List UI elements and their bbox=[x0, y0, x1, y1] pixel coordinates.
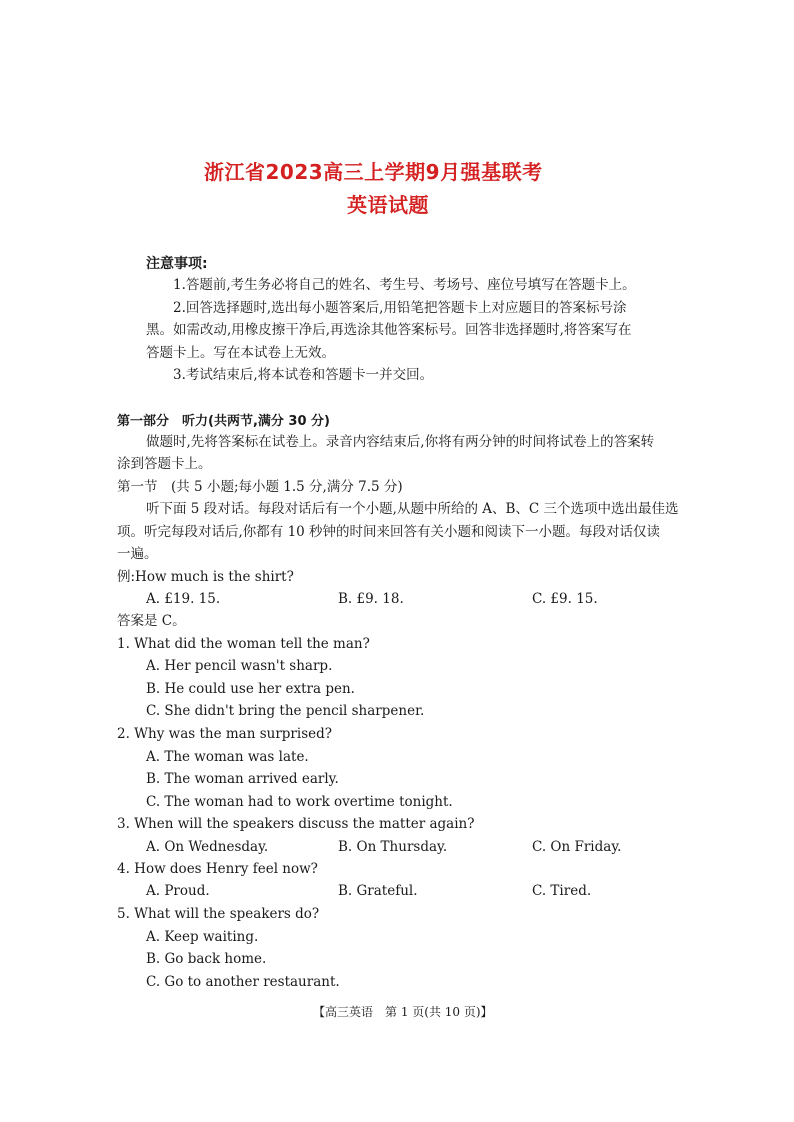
question-2-option-b: B. The woman arrived early. bbox=[146, 771, 339, 787]
question-1-option-b: B. He could use her extra pen. bbox=[146, 681, 355, 697]
notice-item-2-line-1: 2.回答选择题时,选出每小题答案后,用铅笔把答题卡上对应题目的答案标号涂 bbox=[173, 300, 627, 316]
question-3-option-b: B. On Thursday. bbox=[338, 839, 448, 855]
notice-item-2-line-2: 黑。如需改动,用橡皮擦干净后,再选涂其他答案标号。回答非选择题时,将答案写在 bbox=[146, 322, 632, 338]
question-5-option-a: A. Keep waiting. bbox=[146, 929, 259, 945]
question-2-option-c: C. The woman had to work overtime tonight. bbox=[146, 794, 453, 810]
part1-heading: 第一部分 听力(共两节,满分 30 分) bbox=[117, 414, 330, 429]
example-option-b: B. £9. 18. bbox=[338, 591, 404, 607]
notice-item-2-line-3: 答题卡上。写在本试卷上无效。 bbox=[146, 345, 335, 361]
question-2-option-a: A. The woman was late. bbox=[146, 749, 309, 765]
question-5-stem: 5. What will the speakers do? bbox=[117, 906, 320, 922]
section1-intro-line-3: 一遍。 bbox=[117, 546, 158, 562]
question-1-stem: 1. What did the woman tell the man? bbox=[117, 636, 370, 652]
question-3-option-c: C. On Friday. bbox=[532, 839, 622, 855]
example-answer: 答案是 C。 bbox=[117, 613, 186, 629]
question-1-option-c: C. She didn't bring the pencil sharpener. bbox=[146, 703, 425, 719]
question-5-option-c: C. Go to another restaurant. bbox=[146, 974, 340, 990]
notice-item-1: 1.答题前,考生务必将自己的姓名、考生号、考场号、座位号填写在答题卡上。 bbox=[173, 277, 636, 293]
question-4-stem: 4. How does Henry feel now? bbox=[117, 861, 318, 877]
part1-intro-line-2: 涂到答题卡上。 bbox=[117, 456, 212, 472]
part1-intro-line-1: 做题时,先将答案标在试卷上。录音内容结束后,你将有两分钟的时间将试卷上的答案转 bbox=[146, 434, 655, 450]
question-3-stem: 3. When will the speakers discuss the matter again? bbox=[117, 816, 475, 832]
question-1-option-a: A. Her pencil wasn't sharp. bbox=[146, 658, 333, 674]
example-option-c: C. £9. 15. bbox=[532, 591, 598, 607]
page-footer: 【高三英语 第 1 页(共 10 页)】 bbox=[313, 1005, 493, 1019]
question-4-option-c: C. Tired. bbox=[532, 883, 592, 899]
question-4-option-b: B. Grateful. bbox=[338, 883, 418, 899]
section1-intro-line-1: 听下面 5 段对话。每段对话后有一个小题,从题中所给的 A、B、C 三个选项中选出最佳选 bbox=[146, 501, 679, 517]
example-question: 例:How much is the shirt? bbox=[117, 569, 294, 585]
notice-item-3: 3.考试结束后,将本试卷和答题卡一并交回。 bbox=[173, 367, 434, 383]
question-2-stem: 2. Why was the man surprised? bbox=[117, 726, 333, 742]
section1-heading: 第一节 (共 5 小题;每小题 1.5 分,满分 7.5 分) bbox=[117, 479, 403, 495]
question-3-option-a: A. On Wednesday. bbox=[146, 839, 269, 855]
page-subtitle: 英语试题 bbox=[347, 193, 429, 217]
question-4-option-a: A. Proud. bbox=[146, 883, 210, 899]
section1-intro-line-2: 项。听完每段对话后,你都有 10 秒钟的时间来回答有关小题和阅读下一小题。每段对话仅读 bbox=[117, 524, 661, 540]
example-option-a: A. £19. 15. bbox=[146, 591, 221, 607]
page-title: 浙江省2023高三上学期9月强基联考 bbox=[204, 160, 543, 184]
notice-heading: 注意事项: bbox=[146, 256, 208, 272]
question-5-option-b: B. Go back home. bbox=[146, 951, 267, 967]
